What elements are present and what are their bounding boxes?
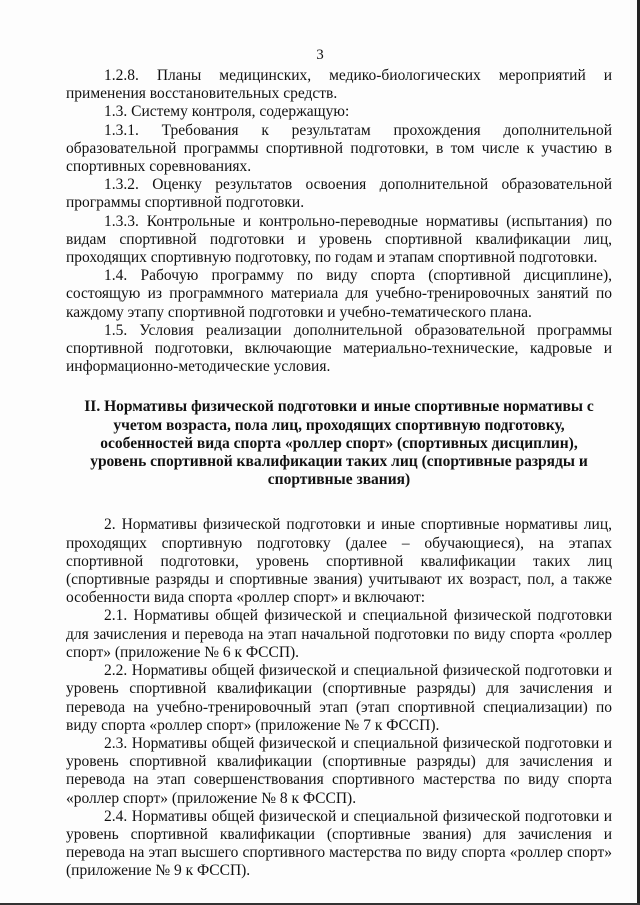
- section-heading: II. Нормативы физической подготовки и иные спортивные нормативы с учетом возраста, пола лиц, проходящих спортивную подготовку, особенностей вида спорта «роллер спорт» (спортивных дисциплин), уровень спортивной квалификации таких лиц (спортивные разряды и спортивные звания): [84, 398, 594, 489]
- paragraph-2-2: 2.2. Нормативы общей физической и специальной физической подготовки и уровень спортивной квалификации (спортивные разряды) для зачисления и перевода на учебно-тренировочный этап (этап спортивной специализации) по виду спорта «роллер спорт» (приложение № 7 к ФССП).: [66, 662, 612, 734]
- paragraph-1-2-8: 1.2.8. Планы медицинских, медико-биологических мероприятий и применения восстановительных средств.: [66, 67, 612, 103]
- paragraph-2-3: 2.3. Нормативы общей физической и специальной физической подготовки и уровень спортивной квалификации (спортивные разряды) для зачисления и перевода на этап совершенствования спортивного мастерства по виду спорта «роллер спорт» (приложение № 8 к ФССП).: [66, 734, 612, 807]
- page-number: 3: [316, 47, 324, 63]
- paragraph-2-1: 2.1. Нормативы общей физической и специальной физической подготовки для зачисления и перевода на этап начальной подготовки по виду спорта «роллер спорт» (приложение № 6 к ФССП).: [66, 607, 612, 661]
- paragraph-1-3: 1.3. Систему контроля, содержащую:: [104, 103, 350, 121]
- paragraph-1-3-2: 1.3.2. Оценку результатов освоения дополнительной образовательной программы спортивной подготовки.: [66, 176, 612, 212]
- paragraph-2-4: 2.4. Нормативы общей физической и специальной физической подготовки и уровень спортивной квалификации (спортивные звания) для зачисления и перевода на этап высшего спортивного мастерства по виду спорта «роллер спорт» (приложение № 9 к ФССП).: [66, 807, 612, 880]
- paragraph-1-4: 1.4. Рабочую программу по виду спорта (спортивной дисциплине), состоящую из программного материала для учебно-тренировочных занятий по каждому этапу спортивной подготовки и учебно-тематического плана.: [66, 267, 612, 321]
- paragraph-1-3-1: 1.3.1. Требования к результатам прохождения дополнительной образовательной программы спортивной подготовки, в том числе к участию в спортивных соревнованиях.: [66, 121, 612, 176]
- paragraph-1-3-3: 1.3.3. Контрольные и контрольно-переводные нормативы (испытания) по видам спортивной подготовки и уровень спортивной квалификации лиц, проходящих спортивную подготовку, по годам и этапам спортивной подготовки.: [66, 212, 612, 267]
- paragraph-2: 2. Нормативы физической подготовки и иные спортивные нормативы лиц, проходящих спортивную подготовку (далее – обучающиеся), на этапах спортивной подготовки, уровень спортивной квалификации таких лиц (спортивные разряды и спортивные звания) учитывают их возраст, пол, а также особенности вида спорта «роллер спорт» и включают:: [66, 516, 612, 607]
- paragraph-1-5: 1.5. Условия реализации дополнительной образовательной программы спортивной подготовки, включающие материально-технические, кадровые и информационно-методические условия.: [66, 321, 612, 376]
- document-body: [66, 67, 612, 881]
